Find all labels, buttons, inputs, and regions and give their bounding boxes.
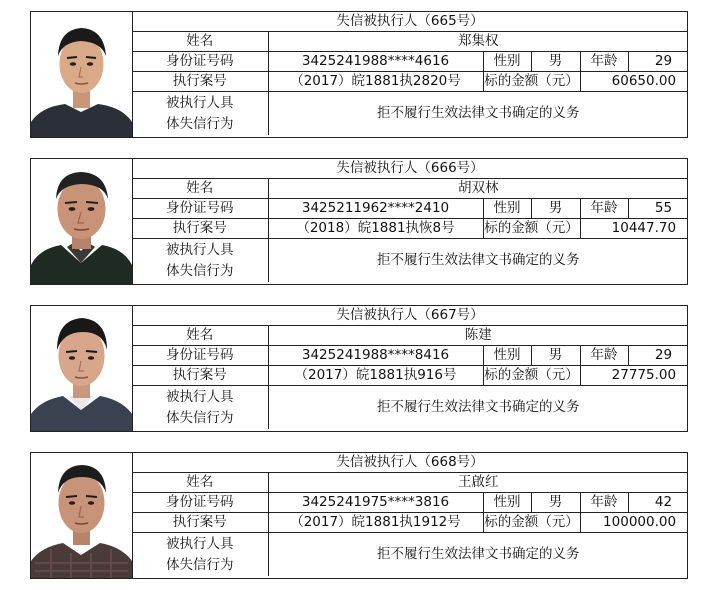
age-label: 年龄 (580, 493, 628, 513)
gender-value: 男 (531, 346, 580, 366)
person-photo (31, 453, 133, 578)
behavior-label: 被执行人具 体失信行为 (132, 533, 268, 577)
case-label: 执行案号 (132, 366, 268, 386)
record-card (30, 11, 688, 138)
age-value: 29 (628, 346, 688, 366)
amount-value: 10447.70 (580, 219, 688, 239)
amount-label: 标的金额（元） (483, 219, 580, 239)
record-title: 失信被执行人（667号） (132, 306, 688, 326)
behavior-value: 拒不履行生效法律文书确定的义务 (268, 92, 688, 136)
id-value: 3425241975****3816 (268, 493, 483, 513)
gender-value: 男 (531, 52, 580, 72)
age-label: 年龄 (580, 346, 628, 366)
id-value: 3425211962****2410 (268, 199, 483, 219)
person-photo (31, 306, 133, 431)
id-value: 3425241988****8416 (268, 346, 483, 366)
case-value: （2017）皖1881执1912号 (268, 513, 483, 533)
id-label: 身份证号码 (132, 493, 268, 513)
amount-label: 标的金额（元） (483, 513, 580, 533)
gender-label: 性别 (483, 199, 531, 219)
record-title: 失信被执行人（665号） (132, 12, 688, 32)
amount-value: 100000.00 (580, 513, 688, 533)
name-value: 陈建 (268, 326, 688, 346)
behavior-label: 被执行人具 体失信行为 (132, 92, 268, 136)
name-label: 姓名 (132, 32, 268, 52)
portrait-image (31, 159, 132, 284)
record-table (132, 306, 688, 429)
gender-label: 性别 (483, 52, 531, 72)
record-table (132, 159, 688, 282)
amount-label: 标的金额（元） (483, 72, 580, 92)
portrait-image (31, 453, 132, 578)
age-label: 年龄 (580, 52, 628, 72)
record-title: 失信被执行人（666号） (132, 159, 688, 179)
name-value: 胡双林 (268, 179, 688, 199)
record-table (132, 453, 688, 576)
person-photo (31, 12, 133, 137)
name-value: 郑集权 (268, 32, 688, 52)
record-card (30, 158, 688, 285)
name-value: 王啟红 (268, 473, 688, 493)
id-label: 身份证号码 (132, 199, 268, 219)
id-label: 身份证号码 (132, 52, 268, 72)
gender-value: 男 (531, 493, 580, 513)
name-label: 姓名 (132, 326, 268, 346)
portrait-image (31, 12, 132, 137)
age-label: 年龄 (580, 199, 628, 219)
behavior-label: 被执行人具 体失信行为 (132, 239, 268, 283)
behavior-value: 拒不履行生效法律文书确定的义务 (268, 239, 688, 283)
age-value: 29 (628, 52, 688, 72)
record-card (30, 305, 688, 432)
name-label: 姓名 (132, 179, 268, 199)
gender-value: 男 (531, 199, 580, 219)
person-photo (31, 159, 133, 284)
name-label: 姓名 (132, 473, 268, 493)
age-value: 55 (628, 199, 688, 219)
amount-value: 60650.00 (580, 72, 688, 92)
case-label: 执行案号 (132, 219, 268, 239)
amount-value: 27775.00 (580, 366, 688, 386)
behavior-value: 拒不履行生效法律文书确定的义务 (268, 386, 688, 430)
gender-label: 性别 (483, 493, 531, 513)
case-value: （2017）皖1881执916号 (268, 366, 483, 386)
case-label: 执行案号 (132, 72, 268, 92)
case-value: （2018）皖1881执恢8号 (268, 219, 483, 239)
age-value: 42 (628, 493, 688, 513)
record-table (132, 12, 688, 135)
record-card (30, 452, 688, 579)
gender-label: 性别 (483, 346, 531, 366)
behavior-value: 拒不履行生效法律文书确定的义务 (268, 533, 688, 577)
amount-label: 标的金额（元） (483, 366, 580, 386)
case-value: （2017）皖1881执2820号 (268, 72, 483, 92)
id-value: 3425241988****4616 (268, 52, 483, 72)
record-title: 失信被执行人（668号） (132, 453, 688, 473)
id-label: 身份证号码 (132, 346, 268, 366)
portrait-image (31, 306, 132, 431)
behavior-label: 被执行人具 体失信行为 (132, 386, 268, 430)
case-label: 执行案号 (132, 513, 268, 533)
